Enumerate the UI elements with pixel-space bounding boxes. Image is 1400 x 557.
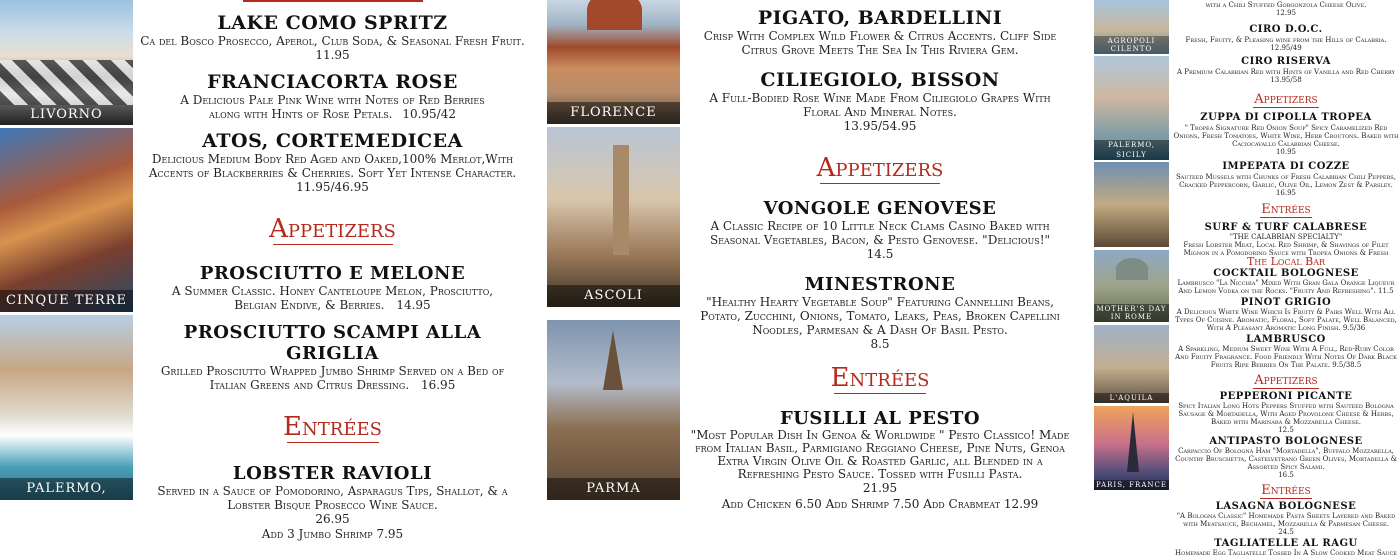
section-heading-appetizers: Appetizers (269, 214, 396, 244)
section-heading-entrees: Entrées (830, 363, 930, 393)
item-desc-wrap (1172, 345, 1400, 369)
menu-item (690, 408, 1070, 513)
menu-item (1172, 501, 1400, 536)
photo-ascoli (547, 127, 680, 307)
tower-shape (613, 145, 629, 255)
item-price: 11.95/46.95 (296, 180, 369, 194)
item-desc: Ca del Bosco Prosecco, Aperol, Club Soda, & Seasonal Fresh Fruit. (140, 34, 525, 48)
item-desc: Spicy Italian Long Hots Peppers Stuffed with Sauteed Bologna Sausage & Mortadella, With Aged Provolone Cheese & Herbs, Baked with Marinara & Mozzarella Cheese. (1178, 402, 1394, 426)
item-title: LASAGNA BOLOGNESE (1215, 501, 1357, 512)
item-title: FUSILLI AL PESTO (779, 408, 981, 429)
item-price: 10.95 (1275, 148, 1297, 156)
item-desc-wrap (140, 93, 525, 121)
panel-1-menu (140, 0, 525, 542)
item-title: LOBSTER RAVIOLI (232, 463, 433, 484)
section-underline (1260, 498, 1312, 499)
section-heading-appetizers: Appetizers (816, 153, 944, 183)
menu-item (140, 12, 525, 62)
menu-item (1172, 24, 1400, 52)
item-subtitle: "THE CALABRIAN SPECIALTY" (1229, 233, 1343, 241)
item-desc: Lambrusco "La Nicchia" Mixed With Gran Gala Orange Liqueur And Lemon Vodka on the Rocks. "Fruity And Refreshing". (1177, 279, 1395, 295)
menu-item (1172, 161, 1400, 197)
item-desc: A Delicious Pale Pink Wine with Notes of Red Berries along with Hints of Rose Petals. (180, 93, 485, 121)
item-title: PINOT GRIGIO (1240, 297, 1332, 308)
item-desc: Delicious Medium Body Red Aged and Oaked,100% Merlot,With Accents of Blackberries & Cherries. Soft Yet Intense Character. (148, 152, 517, 180)
item-title: CILIEGIOLO, BISSON (760, 69, 1000, 91)
section-heading-local-bar: The Local Bar (1246, 255, 1326, 268)
item-desc: " Tropea Signature Red Onion Soup" Spicy Caramelized Red Onions, Fresh Tomatoes, White Wine, Herb Croutons. Baked with Caciocavallo Calabrian Cheese. (1173, 124, 1399, 148)
photo-caption: ASCOLI (547, 285, 680, 307)
item-price: 12.95 (1275, 9, 1297, 17)
tower-shape (1127, 412, 1139, 472)
item-title: LAMBRUSCO (1246, 334, 1326, 345)
item-desc: A Classic Recipe of 10 Little Neck Clams Casino Baked with Seasonal Vegetables, Bacon, & Pesto Genovese. "Delicious!" (709, 219, 1051, 247)
menu-item (1172, 268, 1400, 295)
photo-parma (547, 320, 680, 500)
section-underline (834, 393, 926, 394)
item-title: PIGATO, BARDELLINI (757, 7, 1003, 29)
section-underline (273, 244, 393, 245)
section-underline (1260, 217, 1312, 218)
item-title: CIRO RISERVA (1241, 56, 1331, 67)
item-title: IMPEPATA DI COZZE (1222, 161, 1350, 172)
item-title: ZUPPA DI CIPOLLA TROPEA (1200, 112, 1372, 123)
photo-caption: PARIS, FRANCE (1094, 480, 1169, 490)
item-price: 21.95 (862, 481, 898, 495)
item-price: 11.95 (315, 48, 350, 62)
item-title: MINESTRONE (804, 274, 956, 295)
menu-item (690, 198, 1070, 261)
menu-item (140, 130, 525, 194)
item-desc: A Full-Bodied Rose Wine Made From Ciliegiolo Grapes With Floral And Mineral Notes. (709, 91, 1051, 119)
menu-item (690, 274, 1070, 351)
item-price: 12.95/49 (1270, 44, 1302, 52)
menu-item (1172, 297, 1400, 332)
item-title: COCKTAIL BOLOGNESE (1213, 268, 1359, 279)
item-title: PEPPERONI PICANTE (1219, 391, 1353, 402)
photo-cathedral (1094, 162, 1169, 247)
item-price: 9.5/36 (1342, 324, 1366, 332)
item-desc: with a Chili Stuffed Gorgonzola Cheese Olive. (1205, 1, 1367, 9)
item-desc: Fresh Lobster Meat, Local Red Shrimp, & Shavings of Filet Mignon in a Pomodorino Sauce with Tropea Onions & Fresh (1183, 241, 1389, 257)
item-desc-wrap (140, 284, 525, 312)
panel-3-photo-strip (1094, 0, 1169, 500)
item-title: CIRO D.O.C. (1249, 24, 1323, 35)
menu-item (140, 463, 525, 542)
item-title: VONGOLE GENOVESE (763, 198, 997, 219)
section-heading-appetizers: Appetizers (1254, 92, 1318, 107)
item-title: PROSCIUTTO SCAMPI ALLA GRIGLIA (183, 322, 482, 364)
item-title: PROSCIUTTO E MELONE (199, 263, 466, 284)
item-title: SURF & TURF CALABRESE (1204, 222, 1368, 233)
item-price: 16.95 (420, 378, 456, 392)
photo-livorno (0, 0, 133, 125)
item-title: ATOS, CORTEMEDICEA (202, 130, 463, 152)
item-price: 16.5 (1278, 471, 1294, 479)
item-price: 13.95/54.95 (843, 119, 917, 133)
item-desc: Crisp With Complex Wild Flower & Citrus Accents. Cliff Side Citrus Grove Meets The Sea In This Riviera Gem. (703, 29, 1057, 57)
photo-caption: PALERMO, SICILY (1094, 140, 1169, 160)
item-desc: A Sparkling, Medium Sweet Wine With A Full, Red-Ruby Color And Fruity Fragrance. Food Friendly With Notes Of Dark Black Fruits Ripe Berries On The Palate. (1175, 345, 1397, 369)
menu-item (1172, 436, 1400, 479)
menu-item (690, 69, 1070, 133)
item-desc: Grilled Prosciutto Wrapped Jumbo Shrimp Served on a Bed of Italian Greens and Citrus Dressing. (160, 364, 505, 392)
menu-item (140, 71, 525, 121)
item-title: ANTIPASTO BOLOGNESE (1209, 436, 1363, 447)
menu-item (1172, 56, 1400, 84)
photo-caption: MOTHER'S DAY IN ROME (1094, 304, 1169, 322)
panel-2-photo-strip (547, 0, 680, 500)
photo-paris (1094, 406, 1169, 490)
section-heading-appetizers: Appetizers (1254, 373, 1318, 388)
item-desc-wrap (1172, 308, 1400, 332)
section-heading-entrees: Entrées (1261, 202, 1311, 217)
photo-agropoli (1094, 0, 1169, 54)
checkerboard-floor (0, 60, 133, 105)
photo-florence (547, 0, 680, 124)
photo-caption: AGROPOLI CILENTO (1094, 36, 1169, 54)
section-underline (820, 183, 940, 184)
item-add-on: Add Chicken 6.50 Add Shrimp 7.50 Add Crabmeat 12.99 (721, 497, 1039, 511)
item-desc: A Premium Calabrian Red with Hints of Vanilla and Red Cherry (1177, 68, 1395, 76)
item-price: 9.5/38.5 (1332, 361, 1362, 369)
item-price: 14.5 (866, 247, 894, 261)
item-desc: "Most Popular Dish In Genoa & Worldwide " Pesto Classico! Made from Italian Basil, Parmigiano Reggiano Cheese, Pine Nuts, Genoa Extra Virgin Olive Oil & Roasted Garlic, all Blended in a Refreshing Pesto Sauce. Tossed with Fusilli Pasta. (690, 428, 1070, 481)
menu-item (1172, 222, 1400, 257)
item-desc: Carpaccio Of Bologna Ham "Mortadella", Buffalo Mozzarella, Country Bruschetta, Castelvetrano Green Olives, Mortadella & Assorted Spicy Salami. (1175, 447, 1397, 471)
section-underline (287, 442, 379, 443)
item-price: 12.5 (1278, 426, 1294, 434)
panel-1-photo-strip (0, 0, 133, 518)
photo-cinque-terre (0, 128, 133, 312)
photo-laquila (1094, 325, 1169, 403)
section-heading-entrees: Entrées (283, 412, 382, 442)
item-desc-wrap (1172, 279, 1400, 295)
item-price: 11.5 (1377, 287, 1394, 295)
section-underline (1253, 107, 1319, 108)
menu-item (1172, 112, 1400, 156)
item-desc: "A Bologna Classic" Homemade Pasta Sheets Layered and Baked with Meatsauce, Bechamel, Mozzarella & Parmesan Cheese. (1176, 512, 1396, 528)
photo-caption: FLORENCE (547, 102, 680, 124)
item-price: 14.95 (396, 298, 431, 312)
item-price: 16.95 (1275, 189, 1297, 197)
menu-item (690, 7, 1070, 57)
item-desc-wrap (140, 364, 525, 392)
menu-item (1172, 538, 1400, 557)
item-desc: Fresh, Fruity, & Pleasing wine from the Hills of Calabria. (1185, 36, 1387, 44)
section-underline (1253, 388, 1319, 389)
item-desc: "Healthy Hearty Vegetable Soup" Featuring Cannellini Beans, Potato, Zucchini, Onions, Tomato, Leaks, Peas, Broken Capellini Noodles, Parmesan & A Dash Of Basil Pesto. (700, 295, 1060, 337)
item-price: 24.5 (1278, 528, 1294, 536)
item-desc: Sauteed Mussels with Chunks of Fresh Calabrian Chili Peppers, Cracked Peppercorn, Garlic, Olive Oil, Lemon Zest & Parsley. (1176, 173, 1396, 189)
photo-caption: LIVORNO (0, 105, 133, 125)
item-desc: Served in a Sauce of Pomodorino, Asparagus Tips, Shallot, & a Lobster Bisque Prosecco Wine Sauce. (157, 484, 508, 512)
photo-caption: L'AQUILA (1094, 393, 1169, 403)
item-title: LAKE COMO SPRITZ (217, 12, 448, 34)
item-desc: A Delicious White Wine Which Is Fruity & Pairs Well With All Types Of Cuisine. Aromatic, Floral, Soft Palate, Well Balanced, With A Pleasant Aromatic Long Finish. (1175, 308, 1397, 332)
menu-item (140, 263, 525, 312)
panel-2-menu (690, 0, 1070, 513)
photo-palermo-small (1094, 56, 1169, 160)
panel-3-menu (1172, 0, 1400, 557)
menu-item (1172, 334, 1400, 369)
menu-item (1172, 391, 1400, 434)
item-title: TAGLIATELLE AL RAGU (1214, 538, 1358, 549)
item-add-on: Add 3 Jumbo Shrimp 7.95 (261, 527, 404, 541)
photo-palermo (0, 315, 133, 518)
bell-tower-shape (603, 330, 623, 390)
menu-item (140, 322, 525, 392)
section-heading-entrees: Entrées (1261, 483, 1311, 498)
item-desc: A Summer Classic. Honey Canteloupe Melon, Prosciutto, Belgian Endive, & Berries. (171, 284, 494, 312)
item-price: 8.5 (870, 337, 890, 351)
photo-caption: CINQUE TERRE (0, 290, 133, 312)
dome-shape (587, 0, 642, 30)
dome-shape (1116, 258, 1148, 280)
photo-caption: PALERMO, SICILY (0, 478, 133, 500)
item-title: FRANCIACORTA ROSE (207, 71, 458, 93)
photo-rome (1094, 250, 1169, 322)
item-price: 10.95/42 (402, 107, 456, 121)
top-rule (243, 0, 423, 2)
item-desc: Homemade Egg Tagliatelle Tossed In A Slow Cooked Meat Sauce (1175, 549, 1397, 557)
item-price: 13.95/58 (1270, 76, 1302, 84)
item-price: 26.95 (315, 512, 350, 526)
photo-caption: PARMA (547, 478, 680, 500)
